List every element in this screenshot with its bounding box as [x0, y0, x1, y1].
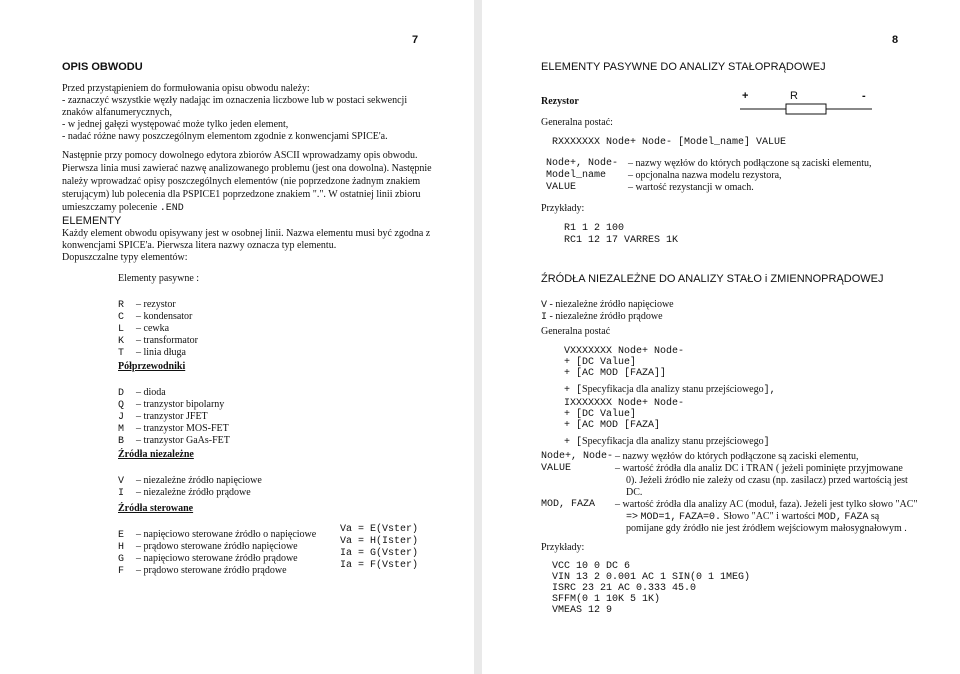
- list-item: [118, 482, 251, 500]
- general-form-label: Generalna postać:: [541, 117, 613, 128]
- element-code: R: [118, 300, 125, 311]
- element-code: I: [118, 488, 125, 499]
- element-code: J: [118, 412, 125, 423]
- code-mod: MOD=1,: [640, 512, 677, 523]
- end-command: .END: [159, 203, 184, 214]
- element-code: Q: [118, 400, 125, 411]
- elementy-text: [62, 228, 431, 264]
- param-desc: – wartość rezystancji w omach.: [628, 182, 754, 193]
- paragraph-opis: [62, 150, 432, 214]
- element-desc: – transformator: [136, 335, 198, 346]
- element-code: E: [118, 530, 125, 541]
- element-code: M: [118, 424, 125, 435]
- param-name: VALUE: [546, 182, 577, 193]
- element-code: G: [118, 554, 125, 565]
- source-desc: - niezależne źródło napięciowe: [547, 299, 674, 310]
- param-name: Model_name: [546, 170, 607, 181]
- element-desc: – kondensator: [136, 311, 193, 322]
- element-desc: – tranzystor MOS-FET: [136, 423, 229, 434]
- text: Słowo "AC" i wartości: [723, 511, 816, 522]
- list-item: [118, 342, 186, 360]
- equation: Ia = F(Vster): [340, 560, 419, 571]
- page-number: 7: [412, 34, 419, 46]
- element-desc: – tranzystor JFET: [136, 411, 208, 422]
- code-mod: MOD,: [817, 512, 842, 523]
- element-code: H: [118, 542, 125, 553]
- param-name: MOD, FAZA: [541, 499, 596, 510]
- syntax-prefix: + [: [564, 437, 583, 448]
- param-desc: [626, 511, 879, 523]
- bullet-item: - w jednej gałęzi występować może tylko jeden element,: [62, 119, 289, 130]
- sources-list: [541, 294, 841, 323]
- element-desc: – linia długa: [136, 347, 186, 358]
- examples-list: [564, 223, 764, 247]
- element-code: K: [118, 336, 125, 347]
- syntax-tail: ],: [763, 385, 776, 396]
- example-line: ISRC 23 21 AC 0.333 45.0: [552, 583, 697, 594]
- code-faza: FAZA=0.: [679, 512, 722, 523]
- syntax-line: + [AC MOD [FAZA]]: [564, 368, 667, 379]
- example-line: VCC 10 0 DC 6: [552, 561, 631, 572]
- element-desc: – niezależne źródło napięciowe: [136, 475, 262, 486]
- paragraph-line: sterującym) lub polecenia dla PSPICE1 poprzedzone znakiem ".". W ostatniej linii zbioru: [62, 189, 421, 200]
- general-form-label-2: Generalna postać: [541, 326, 611, 337]
- element-desc: – napięciowo sterowane źródło prądowe: [136, 553, 298, 564]
- paragraph-line: Dopuszczalne typy elementów:: [62, 252, 188, 263]
- semi-heading: Półprzewodniki: [118, 361, 186, 372]
- paragraph-line: Pierwsza linia musi zawierać nazwę analizowanego problemu (jest ona dowolna). Następnie: [62, 163, 432, 174]
- element-code: B: [118, 436, 125, 447]
- source-code: V: [541, 300, 548, 311]
- element-code: D: [118, 388, 125, 399]
- param-desc: – opcjonalna nazwa modelu rezystora,: [628, 170, 782, 181]
- element-desc: – rezystor: [136, 299, 176, 310]
- bullet-item: - nadać różne nawy poszczególnym elementom zgodnie z konwencjami SPICE'a.: [62, 131, 388, 142]
- param-desc: pomijane gdy źródło nie jest źródłem wejściowym małosygnałowym .: [626, 523, 907, 534]
- resistor-label: R: [790, 90, 798, 102]
- paragraph-line: Następnie przy pomocy dowolnego edytora zbiorów ASCII wprowadzamy opis obwodu.: [62, 150, 418, 161]
- paragraph-line: [62, 202, 184, 214]
- paragraph-line: konwencjami SPICE'a. Pierwsza litera nazwy oznacza typ elementu.: [62, 240, 337, 251]
- element-desc: – cewka: [136, 323, 170, 334]
- ctrl-equations: [340, 524, 430, 572]
- minus-terminal-label: -: [862, 90, 866, 102]
- param-desc: – wartość źródła dla analiz DC i TRAN ( jeżeli pominięte przyjmowane: [615, 463, 903, 474]
- param-name: VALUE: [541, 463, 572, 474]
- element-desc: – prądowo sterowane źródło napięciowe: [136, 541, 298, 552]
- bullet-list: [62, 95, 422, 145]
- i-syntax: [564, 398, 914, 446]
- param-desc: – nazwy węzłów do których podłączone są zaciski elementu,: [615, 451, 859, 462]
- text: są: [870, 511, 880, 522]
- example-line: VMEAS 12 9: [552, 605, 613, 616]
- element-code: F: [118, 566, 125, 577]
- semi-list: [118, 382, 418, 447]
- syntax-line: + [AC MOD [FAZA]: [564, 420, 661, 431]
- arrow: =>: [626, 512, 639, 523]
- syntax-line: + [DC Value]: [564, 357, 637, 368]
- ctrl-heading: Źródła sterowane: [118, 503, 194, 514]
- general-syntax: RXXXXXXX Node+ Node- [Model_name] VALUE: [552, 137, 787, 148]
- syntax-spec: Specyfikacja dla analizy stanu przejściowego: [582, 384, 764, 395]
- syntax-line: IXXXXXXX Node+ Node-: [564, 398, 685, 409]
- syntax-line: [564, 379, 776, 397]
- section-title-elementy-pasywne: ELEMENTY PASYWNE DO ANALIZY STAŁOPRĄDOWEJ: [541, 61, 826, 73]
- section-title-opis-obwodu: OPIS OBWODU: [62, 61, 143, 73]
- indep-list: [118, 470, 418, 499]
- source-desc: - niezależne źródło prądowe: [547, 311, 663, 322]
- indep-heading: Źródła niezależne: [118, 449, 194, 460]
- bullet-item: znaków alfanumerycznych,: [62, 107, 172, 118]
- syntax-line: [564, 431, 770, 449]
- element-desc: – tranzystor GaAs-FET: [136, 435, 230, 446]
- examples-label-2: Przykłady:: [541, 542, 585, 553]
- examples-label: Przykłady:: [541, 203, 585, 214]
- param-desc: DC.: [626, 487, 643, 498]
- right-page: [482, 0, 960, 674]
- element-desc: – napięciowo sterowane źródło o napięciowe: [136, 529, 317, 540]
- plus-terminal-label: +: [742, 90, 749, 102]
- param-name: Node+, Node-: [546, 158, 619, 169]
- element-desc: – prądowo sterowane źródło prądowe: [136, 565, 287, 576]
- left-page: [0, 0, 474, 674]
- elementy-heading: ELEMENTY: [62, 215, 122, 227]
- param-list: [546, 158, 946, 194]
- paragraph-line-text: umieszczamy polecenie: [62, 202, 158, 213]
- resistor-figure: [740, 90, 872, 118]
- equation: Va = H(Ister): [340, 536, 419, 547]
- page-number: 8: [892, 34, 899, 46]
- paragraph-line: należy wprowadzać opisy poszczególnych elementów (nie poprzedzone żadnym znakiem: [62, 176, 421, 187]
- rezystor-heading: Rezystor: [541, 96, 579, 107]
- example-line: RC1 12 17 VARRES 1K: [564, 235, 679, 246]
- source-code: I: [541, 312, 548, 323]
- intro-text: Przed przystąpieniem do formułowania opisu obwodu należy:: [62, 83, 310, 94]
- syntax-spec: Specyfikacja dla analizy stanu przejściowego: [582, 436, 764, 447]
- element-desc: – niezależne źródło prądowe: [136, 487, 251, 498]
- passive-heading: Elementy pasywne :: [118, 273, 200, 284]
- resistor-symbol-icon: [740, 102, 872, 116]
- element-code: C: [118, 312, 125, 323]
- equation: Ia = G(Vster): [340, 548, 419, 559]
- param-desc: – wartość źródła dla analizy AC (moduł, faza). Jeżeli jest tylko słowo "AC": [615, 499, 918, 510]
- syntax-tail: ]: [763, 437, 770, 448]
- passive-list: [118, 294, 418, 359]
- element-desc: – dioda: [136, 387, 166, 398]
- list-item: [541, 306, 663, 324]
- sources-title: ŹRÓDŁA NIEZALEŻNE DO ANALIZY STAŁO i ZMIENNOPRĄDOWEJ: [541, 273, 884, 285]
- paragraph-line: Każdy element obwodu opisywany jest w osobnej linii. Nazwa elementu musi być zgodna z: [62, 228, 431, 239]
- element-code: T: [118, 348, 125, 359]
- element-desc: – tranzystor bipolarny: [136, 399, 225, 410]
- v-syntax: [564, 346, 914, 394]
- code-faza: FAZA: [844, 512, 869, 523]
- examples-list-2: [552, 561, 852, 621]
- element-code: V: [118, 476, 125, 487]
- param-desc: 0). Jeżeli źródło nie zależy od czasu (np. zasilacz) przed wartością jest: [626, 475, 908, 486]
- list-item: [118, 430, 230, 448]
- example-line: R1 1 2 100: [564, 223, 625, 234]
- source-params: [541, 451, 946, 534]
- param-desc: – nazwy węzłów do których podłączone są zaciski elementu,: [628, 158, 872, 169]
- equation: Va = E(Vster): [340, 524, 419, 535]
- bullet-item: - zaznaczyć wszystkie węzły nadając im oznaczenia liczbowe lub w postaci sekwencji: [62, 95, 408, 106]
- element-code: L: [118, 324, 125, 335]
- syntax-prefix: + [: [564, 385, 583, 396]
- example-line: SFFM(0 1 10K 5 1K): [552, 594, 661, 605]
- syntax-line: + [DC Value]: [564, 409, 637, 420]
- param-name: Node+, Node-: [541, 451, 614, 462]
- list-item: [118, 560, 287, 578]
- syntax-line: VXXXXXXX Node+ Node-: [564, 346, 685, 357]
- example-line: VIN 13 2 0.001 AC 1 SIN(0 1 1MEG): [552, 572, 751, 583]
